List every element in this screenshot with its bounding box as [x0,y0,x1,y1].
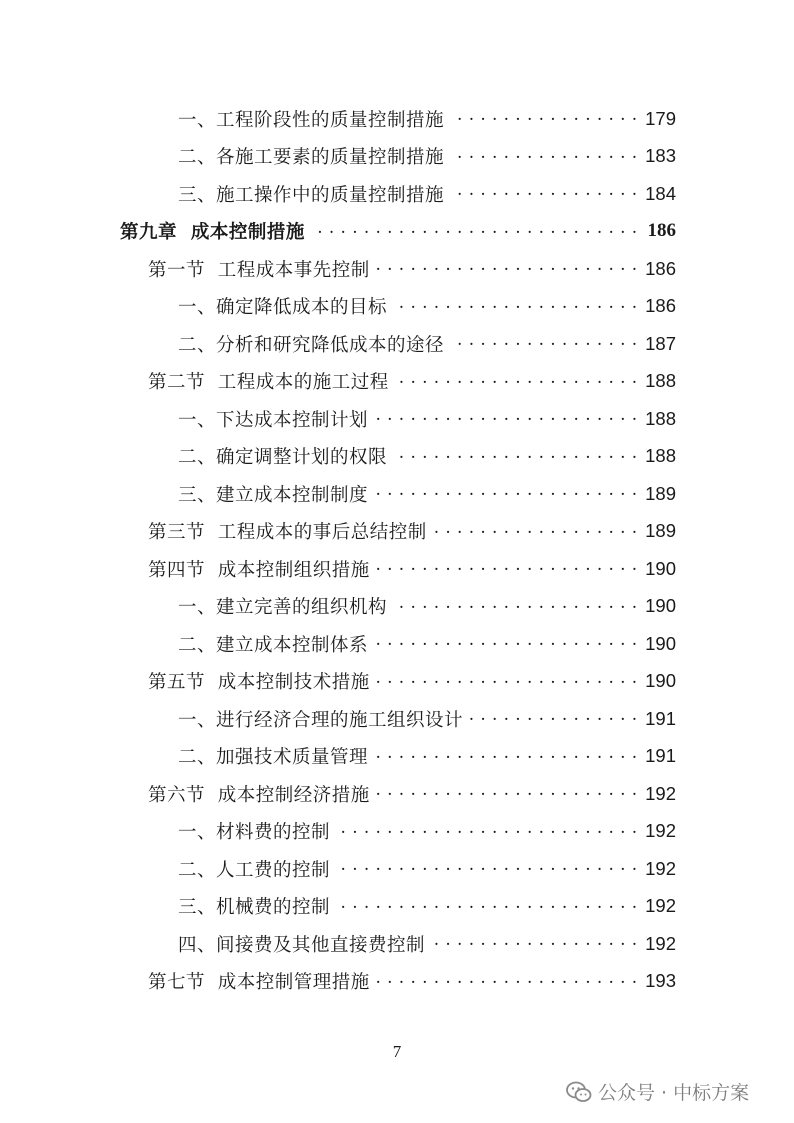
toc-entry-page: 186 [645,257,676,279]
toc-subsection-entry[interactable] [0,738,794,776]
dot-leader [393,297,638,316]
toc-subsection-entry[interactable] [0,438,794,476]
toc-entry-title: 第七节 成本控制管理措施 [148,972,370,994]
dot-leader [374,485,638,504]
dot-leader [376,972,638,991]
dot-leader [450,185,638,204]
toc-subsection-entry[interactable] [0,475,794,513]
toc-entry-page: 190 [645,670,676,692]
dot-leader [450,335,638,354]
dot-leader [450,110,638,129]
toc-entry-page: 184 [645,182,676,204]
toc-entry-page: 192 [645,820,676,842]
toc-subsection-entry[interactable] [0,925,794,963]
dot-leader [336,860,638,879]
toc-entry-title: 二、各施工要素的质量控制措施 [178,147,445,169]
toc-subsection-entry[interactable] [0,850,794,888]
toc-section-entry[interactable] [0,663,794,701]
toc-entry-title: 一、材料费的控制 [178,822,331,844]
toc-subsection-entry[interactable] [0,888,794,926]
toc-entry-page: 186 [645,295,676,317]
toc-entry-page: 187 [645,332,676,354]
toc-entry-page: 190 [645,595,676,617]
toc-subsection-entry[interactable] [0,175,794,213]
toc-entry-title: 一、确定降低成本的目标 [178,297,388,319]
watermark-text: 公众号 · 中标方案 [598,1082,750,1104]
dot-leader [450,147,638,166]
toc-entry-title: 第一节 工程成本事先控制 [148,259,370,281]
dot-leader [311,222,638,241]
dot-leader [374,410,638,429]
toc-entry-title: 一、进行经济合理的施工组织设计 [178,709,464,731]
toc-chapter-entry[interactable] [0,213,794,251]
toc-entry-title: 第二节 工程成本的施工过程 [148,372,389,394]
toc-entry-page: 192 [645,782,676,804]
toc-entry-title: 二、人工费的控制 [178,859,331,881]
toc-subsection-entry[interactable] [0,100,794,138]
toc-subsection-entry[interactable] [0,700,794,738]
dot-leader [374,747,638,766]
dot-leader [336,822,638,841]
toc-entry-page: 191 [645,745,676,767]
toc-entry-page: 179 [645,107,676,129]
page-number: 7 [392,1042,402,1061]
toc-section-entry[interactable] [0,550,794,588]
dot-leader [433,522,638,541]
toc-entry-page: 190 [645,557,676,579]
toc-entry-page: 188 [645,407,676,429]
toc-subsection-entry[interactable] [0,288,794,326]
toc-entry-page: 183 [645,145,676,167]
toc-entry-title: 四、间接费及其他直接费控制 [178,934,426,956]
toc-entry-title: 一、工程阶段性的质量控制措施 [178,109,445,131]
toc-entry-title: 第九章 成本控制措施 [120,222,305,244]
toc-entry-title: 第五节 成本控制技术措施 [148,672,370,694]
toc-entry-title: 一、建立完善的组织机构 [178,597,388,619]
toc-entry-page: 192 [645,932,676,954]
toc-entry-page: 190 [645,632,676,654]
toc-entry-page: 192 [645,857,676,879]
toc-section-entry[interactable] [0,963,794,1001]
dot-leader [376,260,638,279]
wechat-icon [566,1081,592,1103]
dot-leader [431,935,638,954]
toc-entry-title: 第六节 成本控制经济措施 [148,784,370,806]
toc-entry-title: 三、机械费的控制 [178,897,331,919]
dot-leader [336,897,638,916]
dot-leader [376,785,638,804]
toc-section-entry[interactable] [0,775,794,813]
dot-leader [395,372,638,391]
toc-entry-title: 第四节 成本控制组织措施 [148,559,370,581]
dot-leader [376,672,638,691]
toc-entry-title: 第三节 工程成本的事后总结控制 [148,522,427,544]
toc-entry-page: 193 [645,970,676,992]
dot-leader [393,597,638,616]
toc-entry-page: 186 [647,220,676,242]
toc-subsection-entry[interactable] [0,625,794,663]
toc-entry-page: 189 [645,482,676,504]
watermark [566,1078,749,1105]
toc-subsection-entry[interactable] [0,325,794,363]
toc-section-entry[interactable] [0,363,794,401]
dot-leader [393,447,638,466]
toc-entry-page: 191 [645,707,676,729]
toc-section-entry[interactable] [0,513,794,551]
toc-entry-title: 三、施工操作中的质量控制措施 [178,184,445,206]
toc-entry-page: 188 [645,445,676,467]
toc-entry-title: 二、分析和研究降低成本的途径 [178,334,445,356]
toc-entry-title: 三、建立成本控制制度 [178,484,369,506]
toc-subsection-entry[interactable] [0,813,794,851]
toc-subsection-entry[interactable] [0,588,794,626]
toc-subsection-entry[interactable] [0,138,794,176]
toc-subsection-entry[interactable] [0,400,794,438]
toc-entry-page: 188 [645,370,676,392]
dot-leader [469,710,638,729]
dot-leader [374,635,638,654]
toc-entry-page: 189 [645,520,676,542]
dot-leader [376,560,638,579]
table-of-contents [0,100,794,1000]
toc-entry-title: 二、加强技术质量管理 [178,747,369,769]
toc-section-entry[interactable] [0,250,794,288]
toc-entry-title: 二、确定调整计划的权限 [178,447,388,469]
toc-entry-title: 一、下达成本控制计划 [178,409,369,431]
toc-entry-page: 192 [645,895,676,917]
toc-entry-title: 二、建立成本控制体系 [178,634,369,656]
